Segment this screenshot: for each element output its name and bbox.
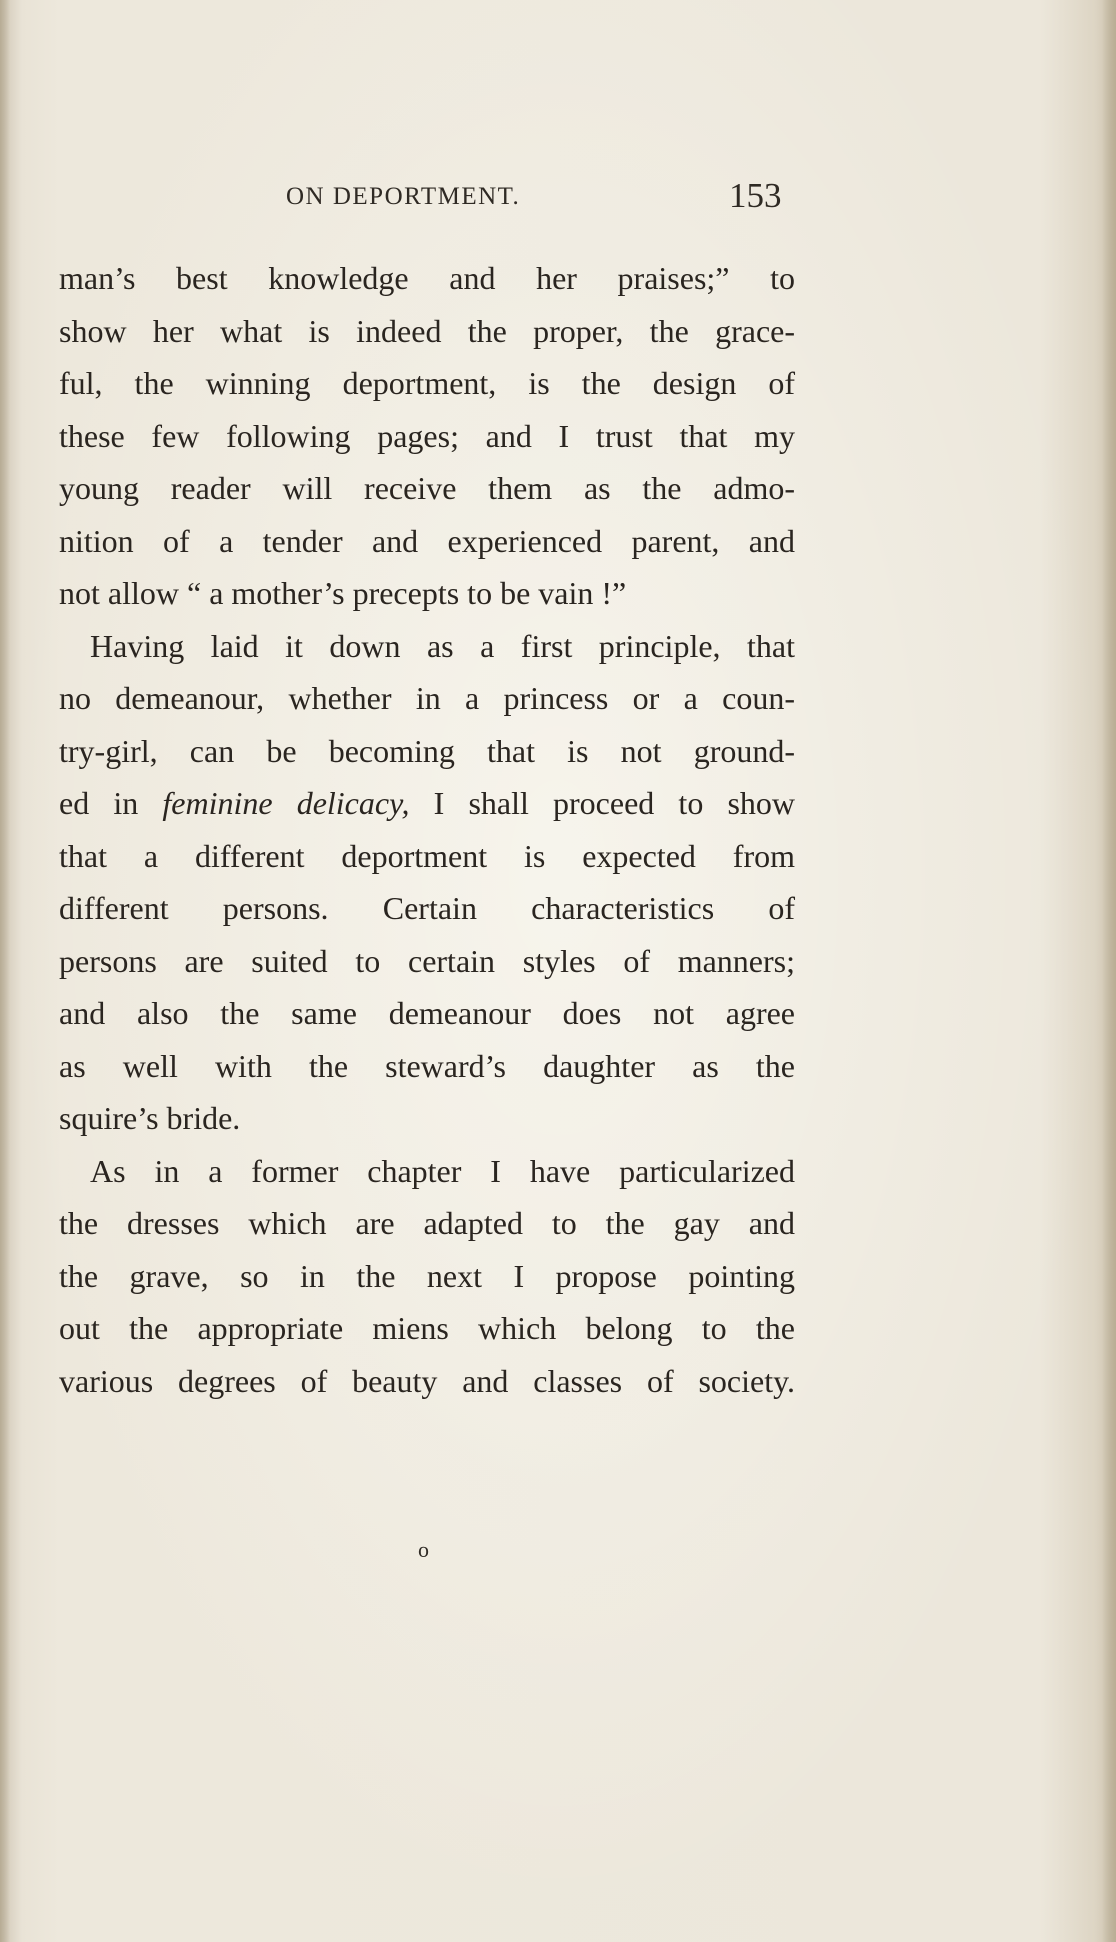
text-line: various degrees of beauty and classes of society. xyxy=(59,1362,795,1399)
text-line: the grave, so in the next I propose pointing xyxy=(59,1257,795,1294)
text-line: different persons. Certain characteristics of xyxy=(59,890,795,926)
text-line: no demeanour, whether in a princess or a coun- xyxy=(59,680,795,716)
text-line: squire’s bride. xyxy=(59,1100,241,1136)
body-text xyxy=(59,252,795,1407)
line-segment: I shall proceed to show xyxy=(409,785,796,821)
text-line: try-girl, can be becoming that is not ground- xyxy=(59,732,795,769)
text-line: man’s best knowledge and her praises;” to xyxy=(59,260,795,296)
running-head: ON DEPORTMENT. xyxy=(286,183,521,210)
text-line: nition of a tender and experienced parent, and xyxy=(59,522,795,559)
text-line-with-italic xyxy=(59,777,795,830)
signature-mark: o xyxy=(418,1537,429,1562)
line-segment: ed in xyxy=(59,785,163,821)
text-line: not allow “ a mother’s precepts to be vain !” xyxy=(59,575,627,611)
text-line: these few following pages; and I trust that my xyxy=(59,417,795,454)
text-line: show her what is indeed the proper, the grace- xyxy=(59,312,795,349)
page-edge-left xyxy=(0,0,10,1942)
text-line: the dresses which are adapted to the gay and xyxy=(59,1205,795,1241)
text-line: that a different deportment is expected from xyxy=(59,837,795,874)
paragraph-start-line: Having laid it down as a first principle, that xyxy=(90,627,795,664)
page-edge-right xyxy=(1102,0,1116,1942)
italic-phrase: feminine delicacy, xyxy=(162,785,410,821)
text-line: ful, the winning deportment, is the design of xyxy=(59,365,795,401)
text-line: young reader will receive them as the admo- xyxy=(59,470,795,506)
paragraph-start-line: As in a former chapter I have particularized xyxy=(90,1152,795,1189)
text-line: and also the same demeanour does not agree xyxy=(59,995,795,1031)
text-line: out the appropriate miens which belong to the xyxy=(59,1310,795,1346)
page-number: 153 xyxy=(729,176,782,215)
text-line: persons are suited to certain styles of manners; xyxy=(59,942,795,979)
text-line: as well with the steward’s daughter as the xyxy=(59,1047,795,1084)
